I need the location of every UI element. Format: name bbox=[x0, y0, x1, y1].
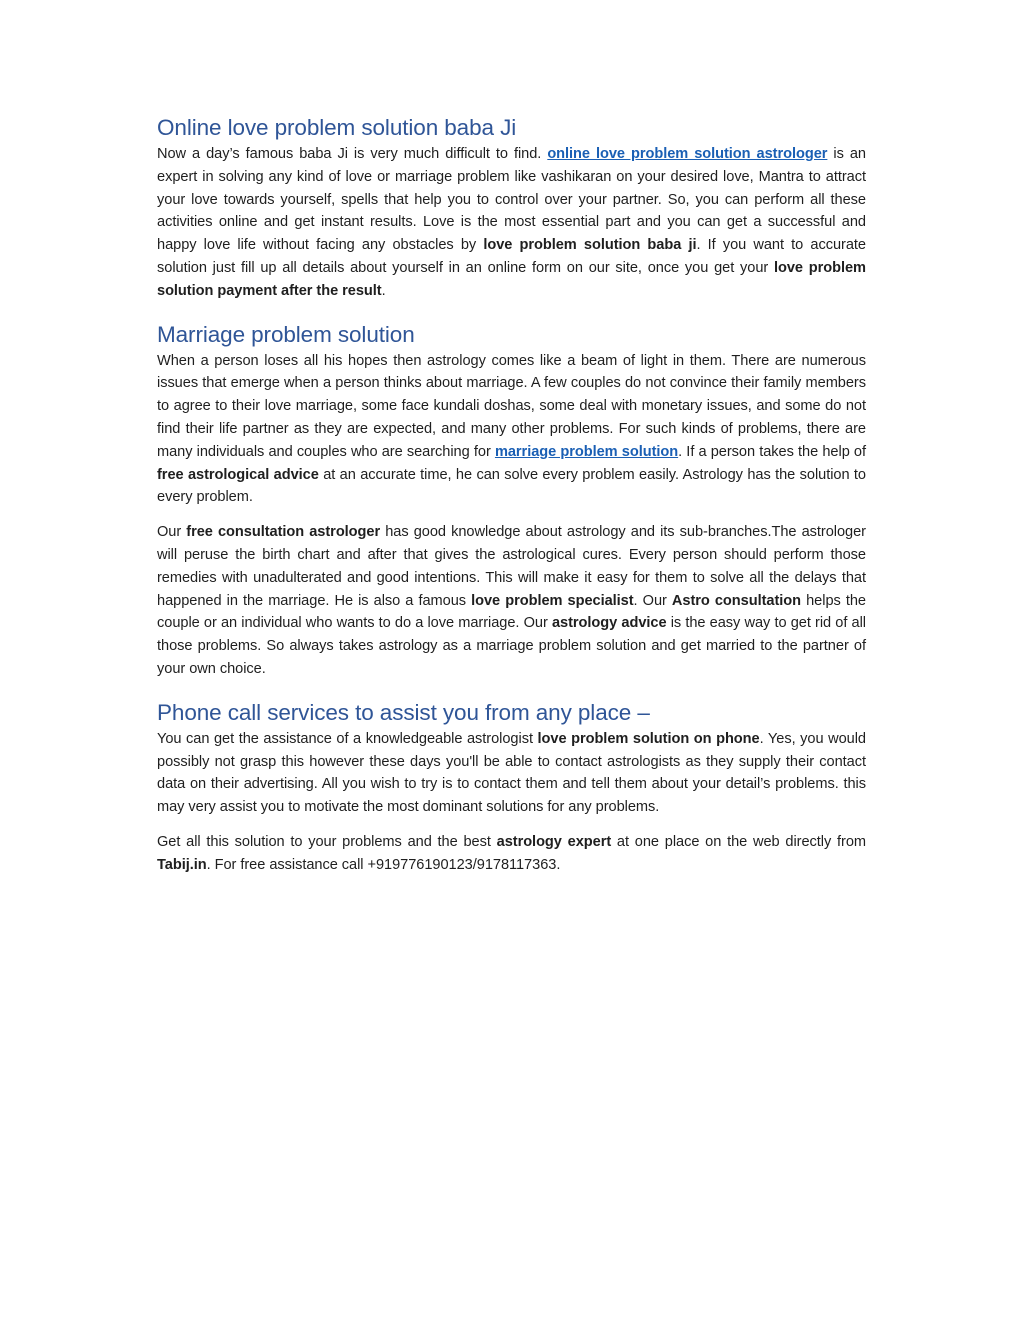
section-heading-online-love: Online love problem solution baba Ji bbox=[157, 115, 517, 140]
text-run: Get all this solution to your problems and the best bbox=[157, 833, 497, 850]
text-run: When a person loses all his hopes then astrology comes like a beam of light in them. There are numerous issues that emerge when a person thinks about marriage. A few couples do not convince their family members to agree to their love marriage, some face kundali doshas, some deal with monetary issues, and some do not find their life partner as they are expected, and many other problems. For such kinds of problems, there are many individuals and couples who are searching for bbox=[157, 352, 866, 460]
text-run: . bbox=[381, 282, 386, 299]
bold-text: astrology advice bbox=[551, 615, 667, 632]
bold-text: astrology expert bbox=[496, 833, 612, 850]
text-run: Our bbox=[157, 524, 187, 541]
document-page bbox=[157, 113, 866, 877]
section-heading-marriage: Marriage problem solution bbox=[157, 321, 415, 347]
link-marriage-problem-solution[interactable]: marriage problem solution bbox=[494, 443, 679, 460]
paragraph-phone-call-1 bbox=[157, 728, 866, 819]
text-run: is the easy way to get rid of all those problems. So always takes astrology as a marriage problem solution and get married to the partner of your own choice. bbox=[157, 615, 866, 677]
text-run: is an expert in solving any kind of love or marriage problem like vashikaran on your desired love, Mantra to attract your love towards yourself, spells that help you to control over your partner. So, you can perform all these activities online and get instant results. Love is the most essential part and you can get a successful and happy love life without facing any obstacles by bbox=[157, 146, 866, 254]
section-heading-phone-call: Phone call services to assist you from any place – bbox=[157, 699, 650, 725]
paragraph-marriage-1 bbox=[157, 350, 866, 510]
text-run: . If you want to accurate solution just fill up all details about yourself in an online form on our site, once you get your bbox=[157, 237, 866, 276]
paragraph-online-love bbox=[157, 143, 866, 303]
text-run: has good knowledge about astrology and its sub-branches.The astrologer will peruse the birth chart and after that gives the astrological cures. Every person should perform those remedies with unadulterated and good intentions. This will make it easy for them to solve all the delays that happened in the marriage. He is also a famous bbox=[157, 524, 866, 609]
bold-text: love problem solution baba ji bbox=[483, 237, 697, 254]
bold-text: Astro consultation bbox=[671, 592, 802, 609]
text-run: at one place on the web directly from bbox=[611, 833, 866, 850]
bold-text: Tabij.in bbox=[157, 856, 207, 873]
bold-text: free consultation astrologer bbox=[186, 524, 381, 541]
text-run: . Our bbox=[633, 592, 672, 609]
text-run: . Yes, you would possibly not grasp this however these days you'll be able to contact astrologists as they supply their contact data on their advertising. All you wish to try is to contact them and tell them about your detail’s problems. this may very assist you to motivate the most dominant solutions for any problems. bbox=[157, 730, 866, 816]
text-run: at an accurate time, he can solve every problem easily. Astrology has the solution to every problem. bbox=[157, 466, 866, 506]
bold-text: love problem solution on phone bbox=[537, 730, 760, 747]
text-run: helps the couple or an individual who wants to do a love marriage. Our bbox=[157, 592, 866, 632]
paragraph-phone-call-2 bbox=[157, 831, 866, 877]
text-run: You can get the assistance of a knowledgeable astrologist bbox=[157, 730, 538, 747]
text-run: Now a day’s famous baba Ji is very much difficult to find. bbox=[157, 146, 548, 162]
text-run: . If a person takes the help of bbox=[678, 443, 867, 460]
text-run: . For free assistance call +919776190123/9178117363. bbox=[206, 856, 561, 873]
bold-text: love problem solution payment after the result bbox=[157, 259, 866, 299]
bold-text: love problem specialist bbox=[471, 592, 634, 609]
link-online-love-astrologer[interactable]: online love problem solution astrologer bbox=[547, 146, 828, 162]
bold-text: free astrological advice bbox=[157, 466, 319, 483]
paragraph-marriage-2 bbox=[157, 521, 866, 681]
